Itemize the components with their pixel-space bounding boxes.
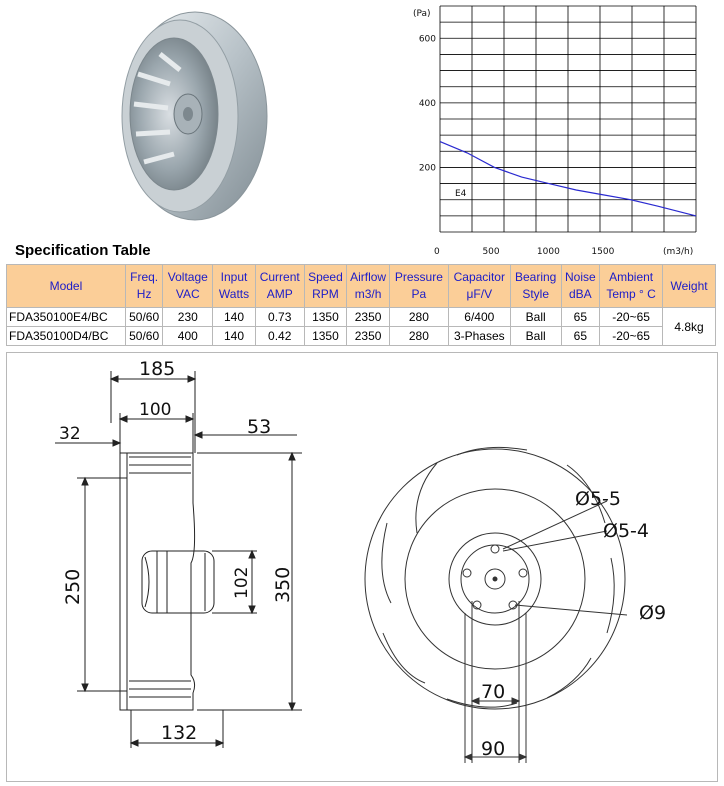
header-freq: Freq. Hz: [125, 265, 163, 308]
y-unit-label: (Pa): [413, 9, 431, 19]
dim-hole-b: Ø5-4: [603, 520, 649, 542]
fan-impeller-photo: [100, 4, 270, 224]
spec-table-title: Specification Table: [15, 242, 151, 259]
dim-bracket-inner: 70: [481, 681, 506, 703]
dim-base-width: 132: [161, 722, 198, 744]
header-model: Model: [7, 265, 126, 308]
dim-rim-left: 32: [59, 424, 81, 444]
series-label-e4: E4: [455, 189, 467, 199]
y-tick-labels: [419, 34, 436, 173]
weight-cell: 4.8kg: [663, 308, 716, 346]
x-tick-label: 500: [482, 247, 500, 257]
performance-curve-chart: [405, 2, 724, 260]
header-airflow: Airflow m3/h: [347, 265, 390, 308]
dim-bracket-outer: 90: [481, 738, 506, 760]
header-ambient: Ambient Temp ° C: [600, 265, 663, 308]
dimension-drawing: [7, 353, 717, 781]
technical-drawing-panel: [6, 352, 718, 782]
y-tick-label: 200: [418, 163, 436, 174]
dim-overall-height: 350: [272, 566, 294, 603]
table-row: FDA350100E4/BC 50/60 230 140 0.73 1350 2350 280 6/400 Ball 65 -20~65 4.8kg: [7, 308, 716, 327]
dim-hole-a: Ø5-5: [575, 488, 621, 510]
dim-rim-right: 53: [247, 416, 272, 438]
table-header-row: [7, 265, 716, 308]
dim-center-hole: Ø9: [639, 602, 667, 624]
dim-overall-width: 185: [139, 358, 176, 380]
header-voltage: Voltage VAC: [163, 265, 213, 308]
x-tick-labels: [434, 247, 615, 257]
x-tick-label: 1500: [591, 247, 615, 257]
chart-grid: [440, 6, 696, 232]
x-tick-label: 1000: [536, 247, 560, 257]
dim-motor-height: 102: [232, 566, 252, 599]
y-tick-label: 600: [418, 34, 436, 45]
y-tick-label: 400: [418, 98, 436, 109]
header-speed: Speed RPM: [304, 265, 347, 308]
dim-inner-height: 250: [62, 568, 84, 605]
table-row: FDA350100D4/BC 50/60 400 140 0.42 1350 2350 280 3-Phases Ball 65 -20~65: [7, 327, 716, 346]
header-capacitor: Capacitor μF/V: [448, 265, 510, 308]
header-bearing: Bearing Style: [510, 265, 561, 308]
specification-table: [6, 264, 716, 346]
header-input: Input Watts: [213, 265, 256, 308]
header-weight: Weight: [663, 265, 716, 308]
header-noise: Noise dBA: [561, 265, 600, 308]
x-unit-label: (m3/h): [663, 247, 694, 257]
header-pressure: Pressure Pa: [389, 265, 448, 308]
dim-inner-width: 100: [139, 400, 172, 420]
x-tick-label: 0: [434, 247, 440, 257]
header-current: Current AMP: [255, 265, 304, 308]
